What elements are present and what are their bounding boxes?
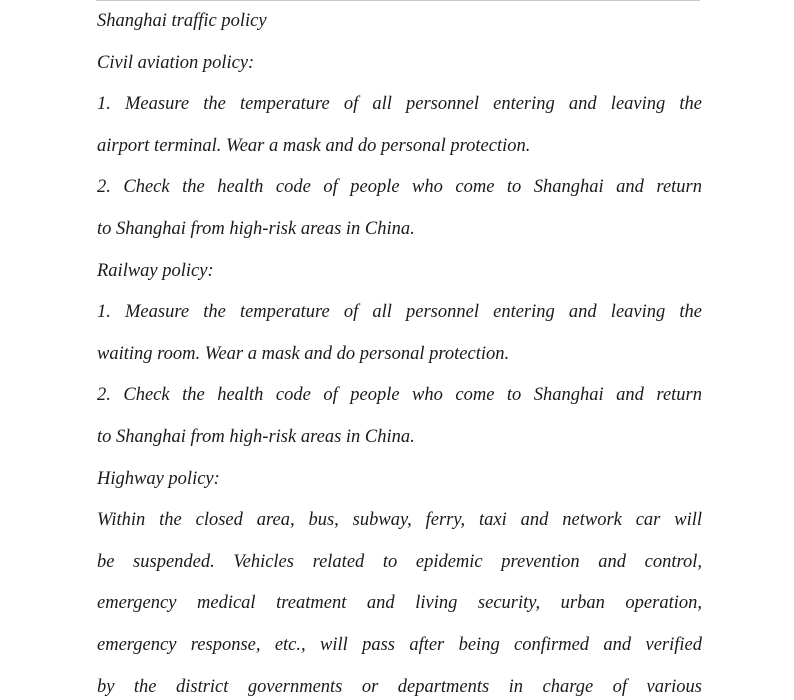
paragraph-line: 1. Measure the temperature of all personnel entering and leaving the: [97, 302, 702, 322]
document-title: Shanghai traffic policy: [97, 11, 267, 31]
paragraph-line: be suspended. Vehicles related to epidemic prevention and control,: [97, 552, 702, 572]
paragraph-line: emergency medical treatment and living security, urban operation,: [97, 593, 702, 613]
paragraph-line: 1. Measure the temperature of all personnel entering and leaving the: [97, 94, 702, 114]
paragraph-line: to Shanghai from high-risk areas in China.: [97, 219, 415, 239]
paragraph-line: Within the closed area, bus, subway, ferry, taxi and network car will: [97, 510, 702, 530]
paragraph-line: 2. Check the health code of people who come to Shanghai and return: [97, 177, 702, 197]
paragraph-line: emergency response, etc., will pass after being confirmed and verified: [97, 635, 702, 655]
paragraph-line: airport terminal. Wear a mask and do personal protection.: [97, 136, 531, 156]
paragraph-line: waiting room. Wear a mask and do personal protection.: [97, 344, 510, 364]
section-heading-civil-aviation: Civil aviation policy:: [97, 53, 255, 73]
section-heading-highway: Highway policy:: [97, 469, 220, 489]
top-divider: [96, 0, 700, 1]
paragraph-line: by the district governments or departments in charge of various: [97, 677, 702, 697]
paragraph-line: 2. Check the health code of people who come to Shanghai and return: [97, 385, 702, 405]
section-heading-railway: Railway policy:: [97, 261, 214, 281]
paragraph-line: to Shanghai from high-risk areas in China.: [97, 427, 415, 447]
